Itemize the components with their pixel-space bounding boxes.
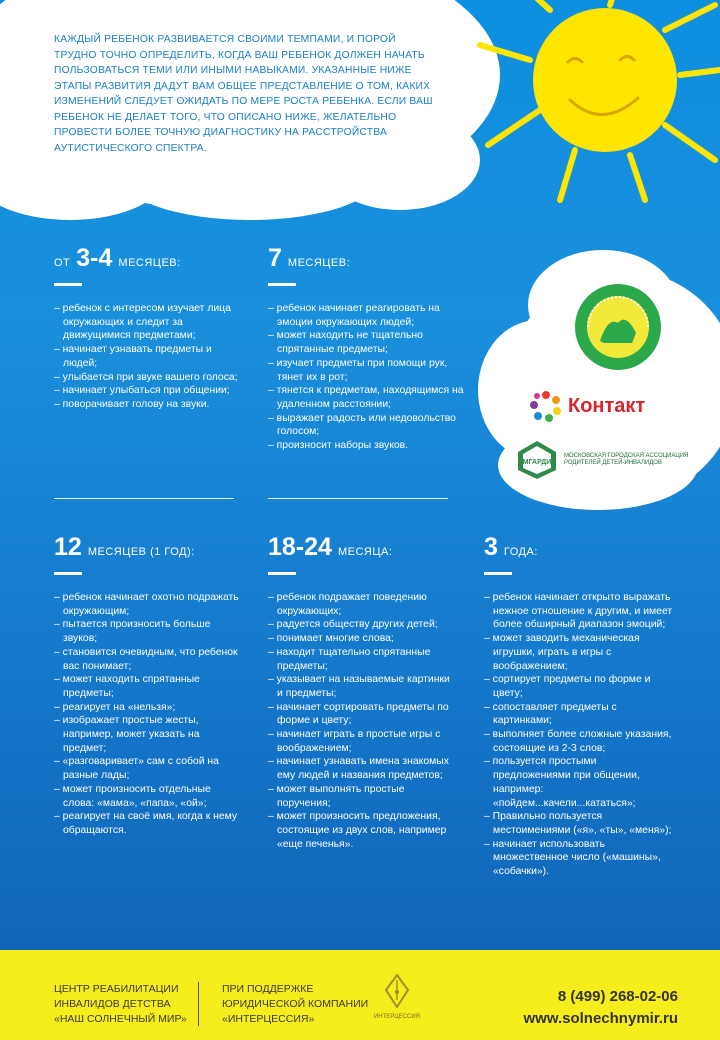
- section-heading: [54, 533, 244, 562]
- list-item: – изображает простые жесты, например, может указать на предмет;: [54, 714, 244, 755]
- mgardi-emblem-icon: [516, 440, 558, 480]
- section-unit: МЕСЯЦА:: [337, 546, 393, 558]
- list-item: – выполняет более сложные указания, состоящие из 2-3 слов;: [484, 728, 674, 755]
- section-number: 18-24: [268, 533, 332, 561]
- list-item: – радуется обществу других детей;: [268, 618, 458, 632]
- list-item: – пытается произносить больше звуков;: [54, 618, 244, 645]
- list-item: – указывает на называемые картинки и предметы;: [268, 673, 458, 700]
- milestone-list: [54, 302, 244, 412]
- list-item: – становится очевидным, что ребенок вас понимает;: [54, 646, 244, 673]
- heading-underline: [268, 572, 296, 575]
- intercessia-logo-text: ИНТЕРЦЕССИЯ: [373, 1014, 421, 1020]
- list-item: – начинает играть в простые игры с воображением;: [268, 728, 458, 755]
- footer-line: ЮРИДИЧЕСКОЙ КОМПАНИИ: [222, 998, 369, 1010]
- list-item: – может произносить предложения, состоящие из двух слов, например «еще печенья».: [268, 810, 458, 851]
- section-unit: МЕСЯЦЕВ (1 ГОД):: [87, 546, 195, 558]
- list-item: – «разговаривает» сам с собой на разные лады;: [54, 755, 244, 782]
- footer-line: «НАШ СОЛНЕЧНЫЙ МИР»: [54, 1013, 187, 1025]
- mgardi-logo: [516, 440, 714, 480]
- list-item: – может находить спрятанные предметы;: [54, 673, 244, 700]
- list-item: – может находить не тщательно спрятанные предметы;: [268, 329, 468, 356]
- heading-underline: [268, 283, 296, 286]
- sun-icon: [470, 0, 720, 210]
- list-item: – начинает улыбаться при общении;: [54, 384, 244, 398]
- section-prefix: ОТ: [54, 257, 71, 269]
- section-3-4-months: [54, 244, 244, 412]
- section-18-24-months: [268, 533, 458, 851]
- section-7-months: [268, 244, 468, 453]
- section-heading: [484, 533, 674, 562]
- list-item: – ребенок начинает открыто выражать нежное отношение к другим, и имеет более обширный диапазон эмоций;: [484, 591, 674, 632]
- section-heading: [268, 533, 458, 562]
- list-item: – начинает сортировать предметы по форме и цвету;: [268, 701, 458, 728]
- section-number: 3: [484, 533, 498, 561]
- section-3-years: [484, 533, 674, 879]
- kontakt-logo: [530, 390, 645, 422]
- footer-line: ИНВАЛИДОВ ДЕТСТВА: [54, 998, 171, 1010]
- footer-line: «ИНТЕРЦЕССИЯ»: [222, 1013, 315, 1025]
- list-item: – может выполнять простые поручения;: [268, 783, 458, 810]
- list-item: – может произносить отдельные слова: «мама», «папа», «ой»;: [54, 783, 244, 810]
- divider: [54, 498, 234, 499]
- footer-separator: [198, 982, 199, 1026]
- phone-number[interactable]: 8 (499) 268-02-06: [557, 988, 678, 1005]
- list-item: – Правильно пользуется местоимениями («я», «ты», «меня»);: [484, 810, 674, 837]
- website-link[interactable]: www.solnechnymir.ru: [523, 1010, 678, 1027]
- list-item: – ребенок с интересом изучает лица окружающих и следит за движущимися предметами;: [54, 302, 244, 343]
- heading-underline: [54, 572, 82, 575]
- section-unit: МЕСЯЦЕВ:: [287, 257, 351, 269]
- footer-contacts: [524, 986, 678, 1030]
- footer-line: ПРИ ПОДДЕРЖКЕ: [222, 983, 314, 995]
- section-unit: МЕСЯЦЕВ:: [118, 257, 181, 269]
- footer: [0, 950, 720, 1040]
- mgardi-description: МОСКОВСКАЯ ГОРОДСКАЯ АССОЦИАЦИЯ РОДИТЕЛЕЙ ДЕТЕЙ-ИНВАЛИДОВ: [564, 453, 689, 466]
- list-item: – ребенок начинает охотно подражать окружающим;: [54, 591, 244, 618]
- list-item: – произносит наборы звуков.: [268, 439, 468, 453]
- pen-nib-icon: [384, 974, 410, 1008]
- divider: [268, 498, 448, 499]
- footer-line: ЦЕНТР РЕАБИЛИТАЦИИ: [54, 983, 179, 995]
- heading-underline: [54, 283, 82, 286]
- list-item: – улыбается при звуке вашего голоса;: [54, 371, 244, 385]
- list-item: – ребенок начинает реагировать на эмоции окружающих людей;: [268, 302, 468, 329]
- section-heading: [54, 244, 244, 273]
- list-item: – находит тщательно спрятанные предметы;: [268, 646, 458, 673]
- list-item: – изучает предметы при помощи рук, тянет их в рот;: [268, 357, 468, 384]
- list-item: – начинает использовать множественное число («машины», «собачки»).: [484, 838, 674, 879]
- section-heading: [268, 244, 468, 273]
- list-item: – поворачивает голову на звуки.: [54, 398, 244, 412]
- section-unit: ГОДА:: [503, 546, 538, 558]
- list-item: – начинает узнавать предметы и людей;: [54, 343, 244, 370]
- heading-underline: [484, 572, 512, 575]
- section-number: 7: [268, 244, 282, 272]
- list-item: – реагирует на своё имя, когда к нему обращаются.: [54, 810, 244, 837]
- milestone-list: [54, 591, 244, 838]
- list-item: – может заводить механическая игрушки, играть в игры с воображением;: [484, 632, 674, 673]
- list-item: – ребенок подражает поведению окружающих;: [268, 591, 458, 618]
- footer-support: [222, 982, 368, 1027]
- milestone-list: [484, 591, 674, 879]
- intercessia-logo: [370, 974, 424, 1020]
- section-number: 12: [54, 533, 82, 561]
- list-item: – сортирует предметы по форме и цвету;: [484, 673, 674, 700]
- nash-solnechny-mir-logo: [574, 283, 662, 371]
- list-item: – понимает многие слова;: [268, 632, 458, 646]
- section-number: 3-4: [76, 244, 113, 272]
- list-item: – сопоставляет предметы с картинками;: [484, 701, 674, 728]
- mgardi-abbr: МГАРДИ: [522, 459, 552, 466]
- milestone-list: [268, 591, 458, 851]
- footer-center-name: [54, 982, 187, 1027]
- intro-text: КАЖДЫЙ РЕБЕНОК РАЗВИВАЕТСЯ СВОИМИ ТЕМПАМИ, И ПОРОЙ ТРУДНО ТОЧНО ОПРЕДЕЛИТЬ, КОГДА ВАШ РЕБЕНОК ДОЛЖЕН НАЧАТЬ ПОЛЬЗОВАТЬСЯ ТЕМИ ИЛИ ИНЫМИ НАВЫКАМИ. УКАЗАННЫЕ НИЖЕ ЭТАПЫ РАЗВИТИЯ ДАДУТ ВАМ ОБЩЕЕ ПРЕДСТАВЛЕНИЕ О ТОМ, КАКИХ ИЗМЕНЕНИЙ СЛЕДУЕТ ОЖИДАТЬ ПО МЕРЕ РОСТА РЕБЕНКА. ЕСЛИ ВАШ РЕБЕНОК НЕ ДЕЛАЕТ ТОГО, ЧТО ОПИСАНО НИЖЕ, ЖЕЛАТЕЛЬНО ПРОВЕСТИ БОЛЕЕ ТОЧНУЮ ДИАГНОСТИКУ НА РАССТРОЙСТВА АУТИСТИЧЕСКОГО СПЕКТРА.: [54, 34, 433, 154]
- section-12-months: [54, 533, 244, 838]
- list-item: – выражает радость или недовольство голосом;: [268, 412, 468, 439]
- list-item: – реагирует на «нельзя»;: [54, 701, 244, 715]
- milestone-list: [268, 302, 468, 453]
- list-item: – начинает узнавать имена знакомых ему людей и названия предметов;: [268, 755, 458, 782]
- kontakt-flower-icon: [530, 390, 562, 422]
- list-item: – тянется к предметам, находящимся на удаленном расстоянии;: [268, 384, 468, 411]
- list-item: – пользуется простыми предложениями при общении, например: «пойдем...качели...кататься»;: [484, 755, 674, 810]
- kontakt-label: Контакт: [568, 394, 646, 417]
